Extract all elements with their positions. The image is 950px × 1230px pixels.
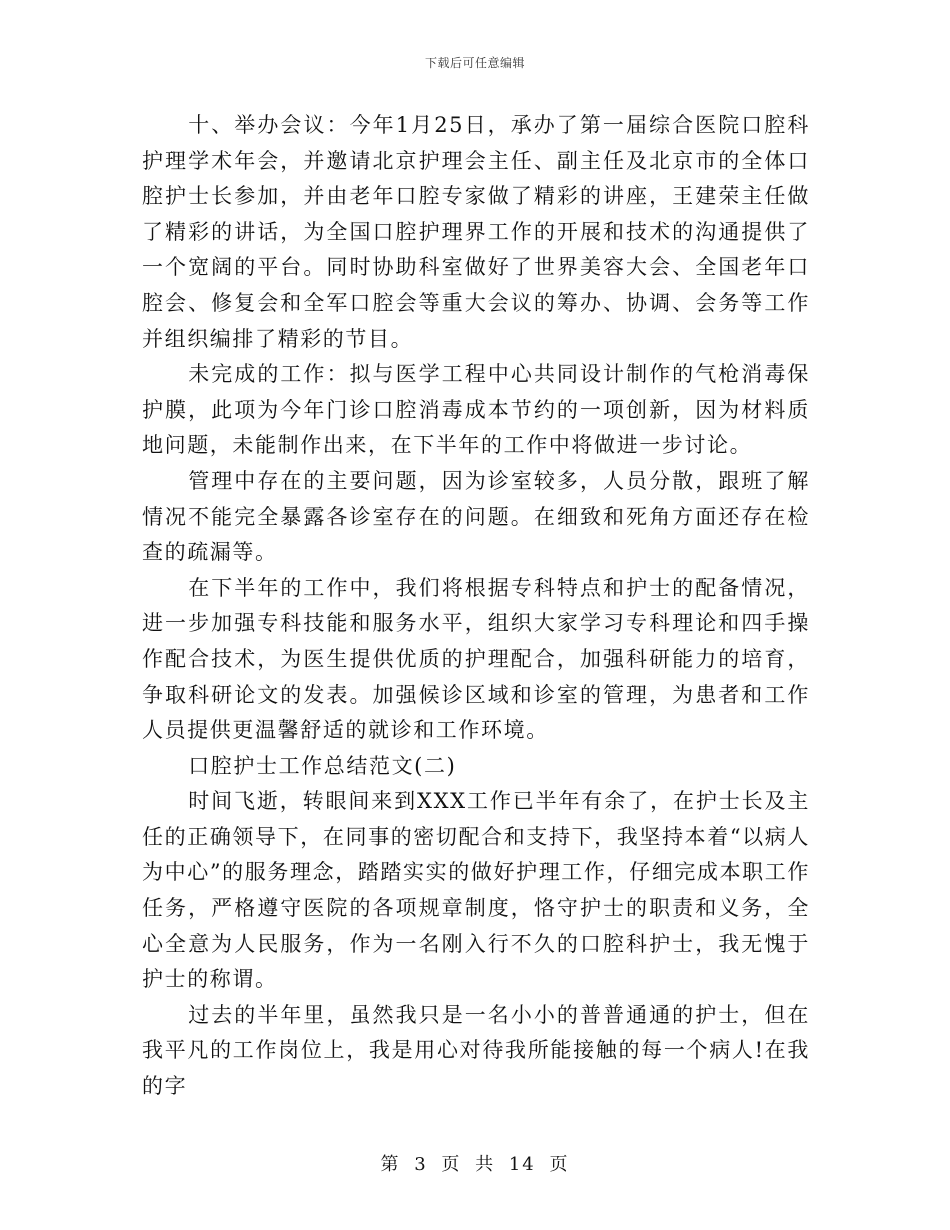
document-body <box>142 108 810 1105</box>
page-footer: 第 3 页 共 14 页 <box>380 1154 570 1175</box>
paragraph-meeting: 十、举办会议：今年1月25日，承办了第一届综合医院口腔科护理学术年会，并邀请北京护理会主任、副主任及北京市的全体口腔护士长参加，并由老年口腔专家做了精彩的讲座，王建荣主任做了精彩的讲话，为全国口腔护理界工作的开展和技术的沟通提供了一个宽阔的平台。同时协助科室做好了世界美容大会、全国老年口腔会、修复会和全军口腔会等重大会议的筹办、协调、会务等工作并组织编排了精彩的节目。 <box>142 113 810 351</box>
section-heading: 口腔护士工作总结范文(二) <box>188 753 457 778</box>
paragraph-intro: 时间飞逝，转眼间来到XXX工作已半年有余了，在护士长及主任的正确领导下，在同事的密切配合和支持下，我坚持本着“以病人为中心”的服务理念，踏踏实实的做好护理工作，仔细完成本职工作任务，严格遵守医院的各项规章制度，恪守护士的职责和义务，全心全意为人民服务，作为一名刚入行不久的口腔科护士，我无愧于护士的称谓。 <box>142 789 810 992</box>
page-header: 下载后可任意编辑 <box>424 56 525 70</box>
paragraph-management-issues: 管理中存在的主要问题，因为诊室较多，人员分散，跟班了解情况不能完全暴露各诊室存在的问题。在细致和死角方面还存在检查的疏漏等。 <box>142 468 810 565</box>
paragraph-past-half-year: 过去的半年里，虽然我只是一名小小的普普通通的护士，但在我平凡的工作岗位上，我是用心对待我所能接触的每一个病人!在我的字 <box>142 1002 810 1099</box>
paragraph-unfinished-work: 未完成的工作：拟与医学工程中心共同设计制作的气枪消毒保护膜，此项为今年门诊口腔消毒成本节约的一项创新，因为材料质地问题，未能制作出来，在下半年的工作中将做进一步讨论。 <box>142 362 810 458</box>
paragraph-next-half-plan: 在下半年的工作中，我们将根据专科特点和护士的配备情况，进一步加强专科技能和服务水平，组织大家学习专科理论和四手操作配合技术，为医生提供优质的护理配合，加强科研能力的培育，争取科研论文的发表。加强候诊区域和诊室的管理，为患者和工作人员提供更温馨舒适的就诊和工作环境。 <box>142 575 810 743</box>
